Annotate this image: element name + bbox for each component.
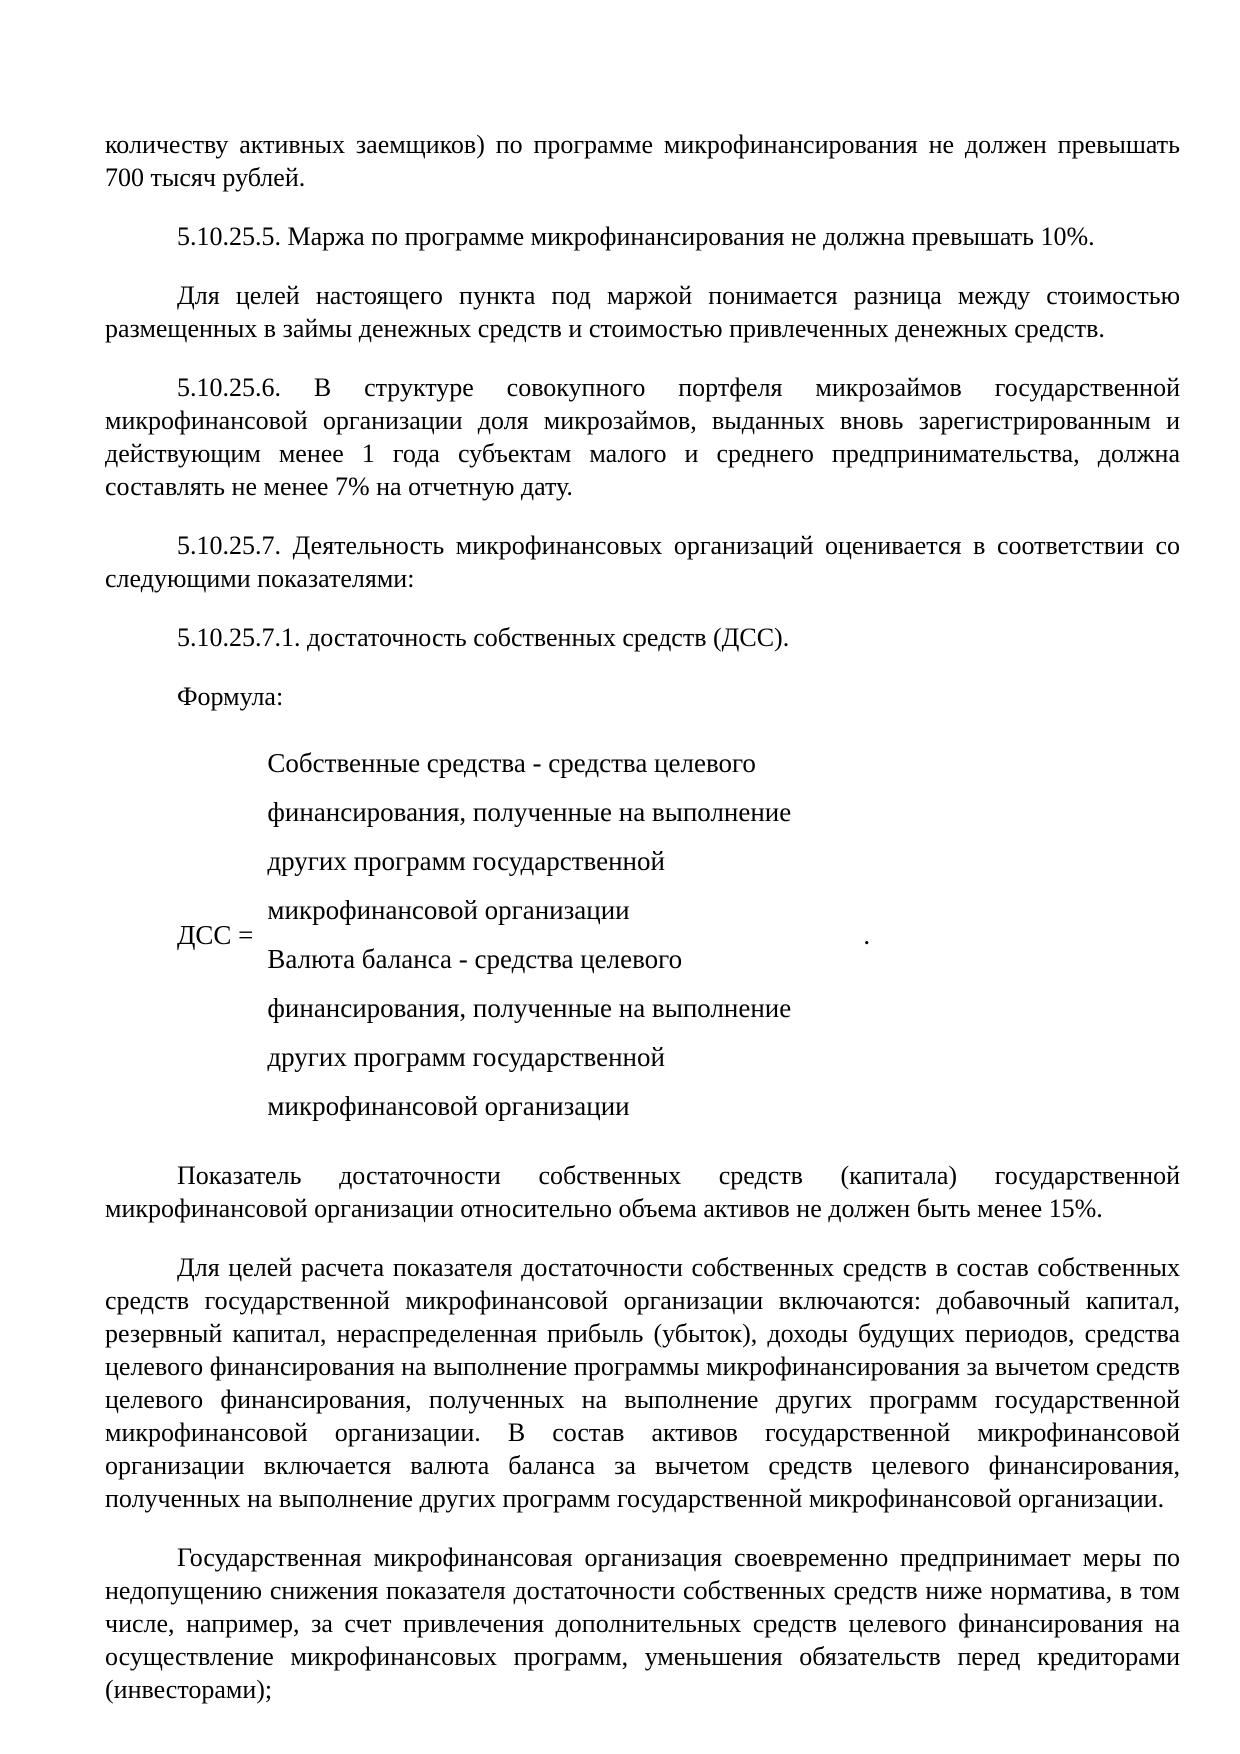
margin-definition-paragraph: Для целей настоящего пункта под маржой понимается разница между стоимостью размещенных в займы денежных средств и стоимостью привлеченных денежных средств. [105,281,1180,343]
denominator-line-1: Валюта баланса - средства целевого [267,944,683,974]
numerator-line-2: финансирования, полученные на выполнение [267,797,792,827]
dss-formula [177,739,1180,1131]
denominator-line-3: других программ государственной [267,1042,665,1072]
continuation-paragraph: количеству активных заемщиков) по программе микрофинансирования не должен превышать 700 тысяч рублей. [105,130,1180,192]
numerator-line-3: других программ государственной [267,846,665,876]
formula-fraction [267,739,855,1131]
formula-denominator [267,935,855,1131]
adequacy-measures-paragraph: Государственная микрофинансовая организация своевременно предпринимает меры по недопущению снижения показателя достаточности собственных средств ниже норматива, в том числе, например, за счет привлечения дополнительных средств целевого финансирования на осуществление микрофинансовых программ, уменьшения обязательств перед кредиторами (инвесторами); [105,1543,1180,1704]
denominator-line-4: микрофинансовой организации [267,1091,630,1121]
clause-5-10-25-7: 5.10.25.7. Деятельность микрофинансовых организаций оценивается в соответствии со следующими показателями: [105,531,1180,593]
clause-5-10-25-7-1: 5.10.25.7.1. достаточность собственных средств (ДСС). [177,623,790,652]
formula-label: Формула: [177,682,284,711]
formula-terminator: . [863,919,871,950]
formula-lhs: ДСС = [177,919,254,950]
own-funds-composition-paragraph: Для целей расчета показателя достаточности собственных средств в состав собственных средств государственной микрофинансовой организации включаются: добавочный капитал, резервный капитал, нераспределенная прибыль (убыток), доходы будущих периодов, средства целевого финансирования на выполнение программы микрофинансирования за вычетом средств целевого финансирования, полученных на выполнение других программ государственной микрофинансовой организации. В состав активов государственной микрофинансовой организации включается валюта баланса за вычетом средств целевого финансирования, полученных на выполнение других программ государственной микрофинансовой организации. [105,1253,1180,1513]
formula-numerator [267,739,855,935]
denominator-line-2: финансирования, полученные на выполнение [267,993,792,1023]
capital-adequacy-threshold-paragraph: Показатель достаточности собственных средств (капитала) государственной микрофинансовой организации относительно объема активов не должен быть менее 15%. [105,1161,1180,1223]
numerator-line-1: Собственные средства - средства целевого [267,748,756,778]
clause-5-10-25-6: 5.10.25.6. В структуре совокупного портфеля микрозаймов государственной микрофинансовой организации доля микрозаймов, выданных вновь зарегистрированным и действующим менее 1 года субъектам малого и среднего предпринимательства, должна составлять не менее 7% на отчетную дату. [105,373,1180,501]
clause-5-10-25-5: 5.10.25.5. Маржа по программе микрофинансирования не должна превышать 10%. [177,222,1095,251]
numerator-line-4: микрофинансовой организации [267,895,630,925]
